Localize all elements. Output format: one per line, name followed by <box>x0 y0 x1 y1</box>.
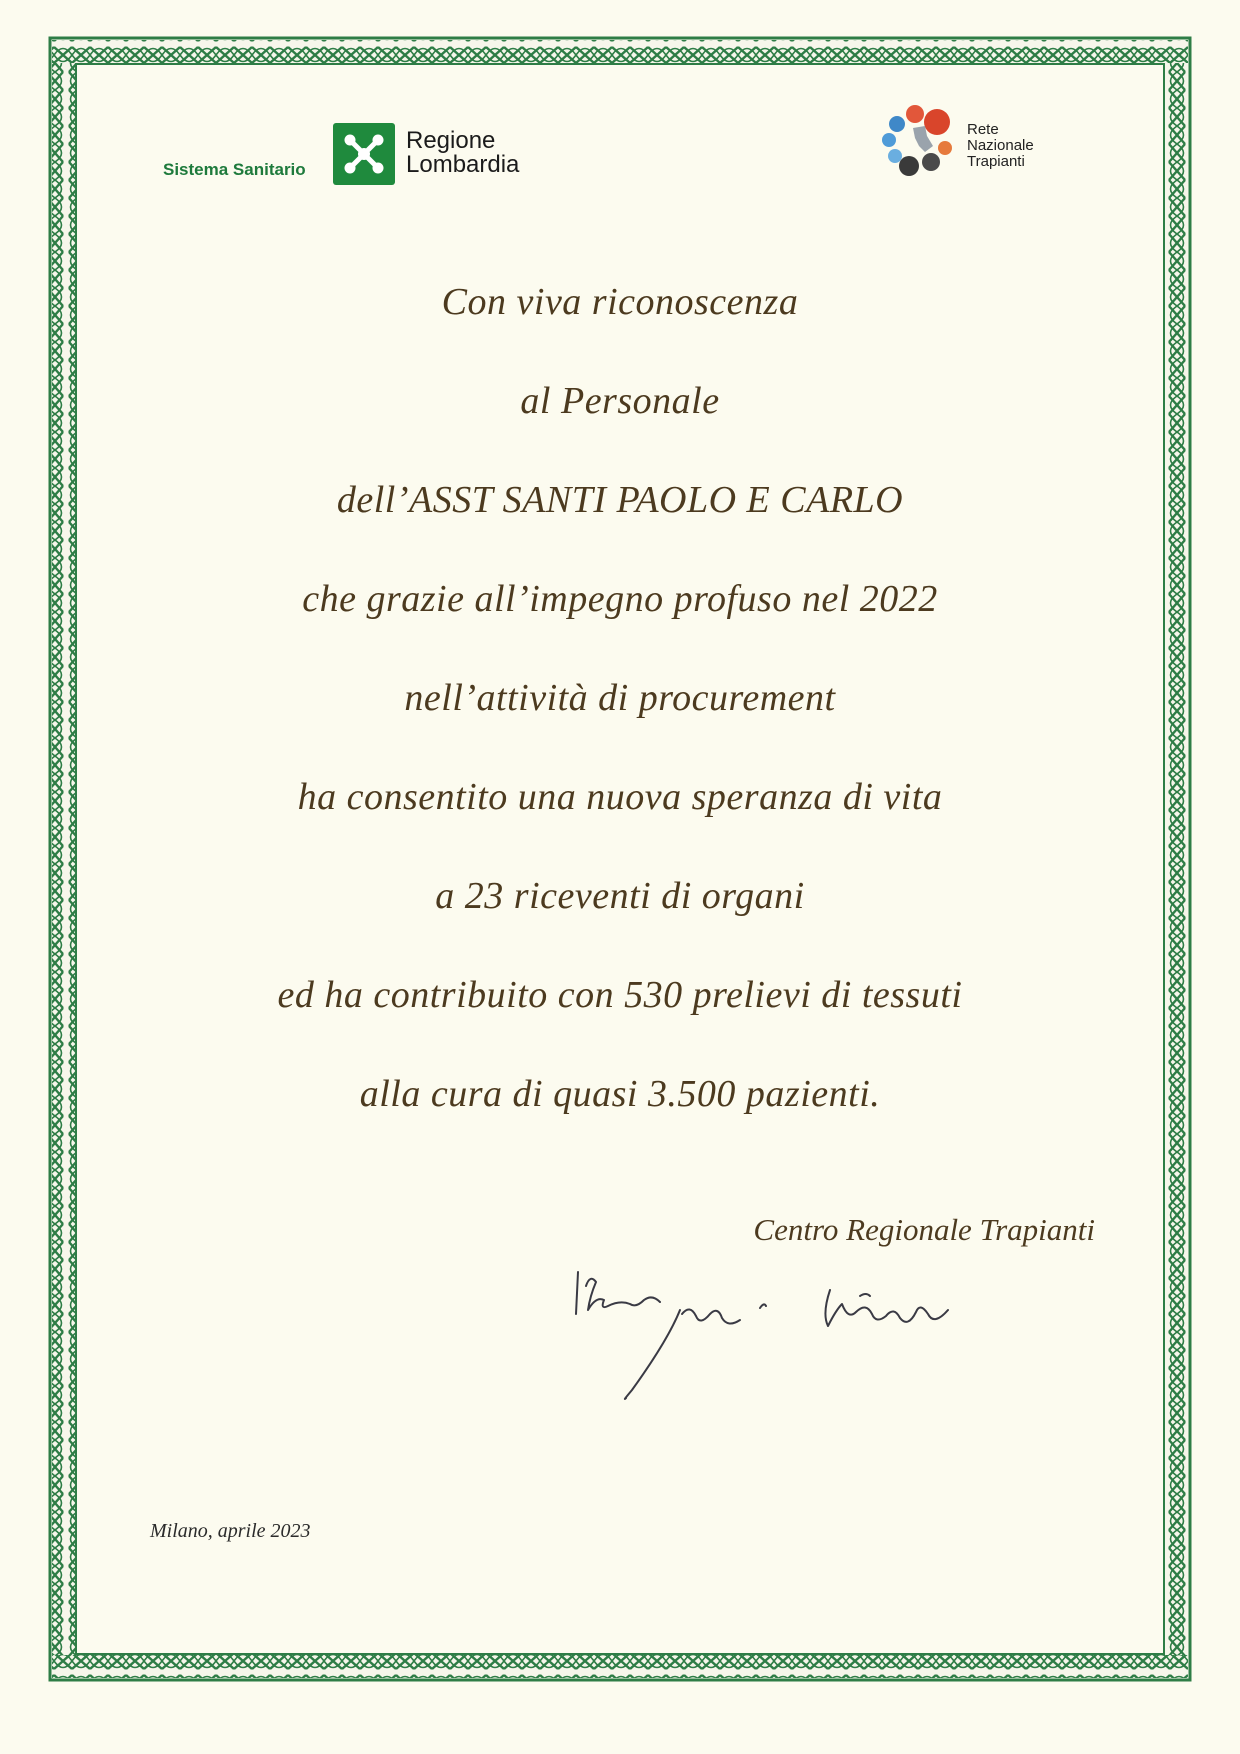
dedication-line: nell’attività di procurement <box>404 677 836 719</box>
place-date: Milano, aprile 2023 <box>150 1520 311 1542</box>
dedication-line: ed ha contribuito con 530 prelievi di tessuti <box>277 974 963 1016</box>
regione-word: Regione <box>406 127 496 154</box>
rnt-emblem-icon <box>875 100 965 190</box>
sistema-sanitario-label: Sistema Sanitario <box>163 160 306 179</box>
dedication-line: Con viva riconoscenza <box>441 281 799 323</box>
dedication-line: alla cura di quasi 3.500 pazienti. <box>359 1073 881 1115</box>
dedication-line: dell’ASST SANTI PAOLO E CARLO <box>336 479 904 521</box>
regione-lombardia-logo <box>160 120 550 190</box>
handwritten-signatures <box>560 1270 1080 1420</box>
dedication-line: che grazie all’impegno profuso nel 2022 <box>302 578 938 620</box>
rnt-wordmark <box>967 122 1034 170</box>
regione-lombardia-wordmark <box>406 129 519 177</box>
rnt-line-trapianti: Trapianti <box>967 153 1025 170</box>
lombardia-word: Lombardia <box>406 151 520 178</box>
dedication-line: ha consentito una nuova speranza di vita <box>297 776 943 818</box>
dedication-line: a 23 riceventi di organi <box>435 875 805 917</box>
rete-nazionale-trapianti-logo <box>875 100 1075 195</box>
signer-name: Centro Regionale Trapianti <box>753 1212 1095 1247</box>
dedication-line: al Personale <box>520 380 720 422</box>
rnt-line-rete: Rete <box>967 121 999 138</box>
rnt-line-nazionale: Nazionale <box>967 137 1034 154</box>
lombardia-rose-icon <box>333 123 395 185</box>
